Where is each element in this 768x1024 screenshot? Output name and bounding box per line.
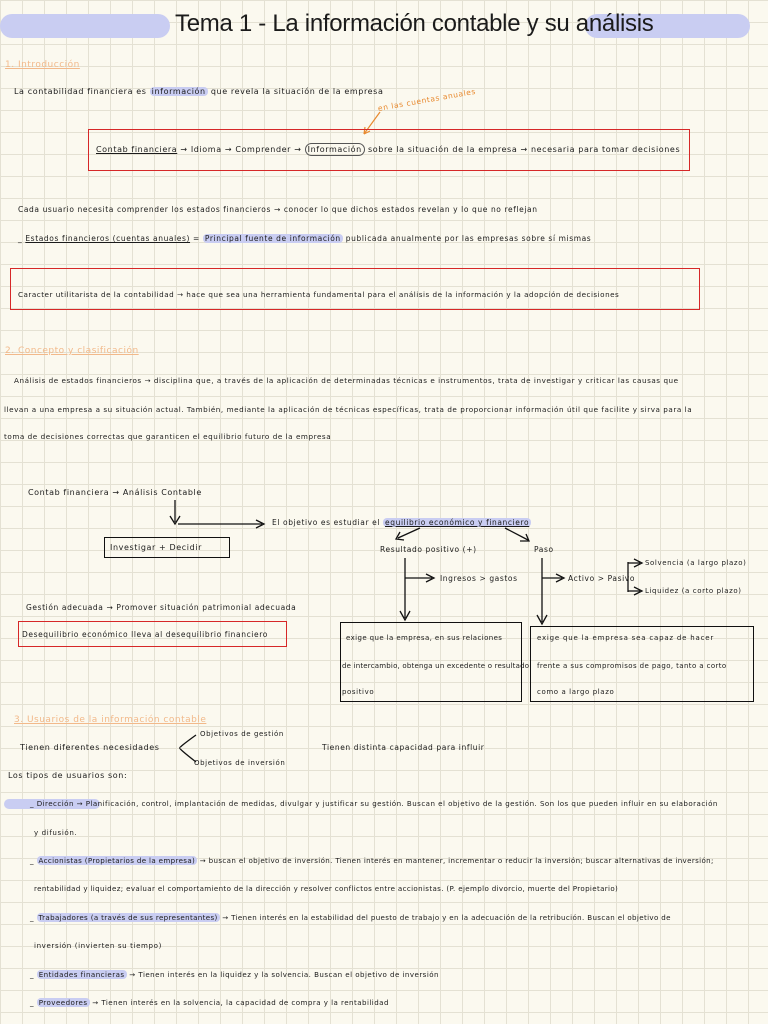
box-right-line-3: como a largo plazo bbox=[537, 688, 615, 696]
user-text-accionistas-2: rentabilidad y liquidez; evaluar el comportamiento de la dirección y resolver conflictos entre accionistas. (P. ejemplo divorcio, muerte del Propietario) bbox=[34, 884, 619, 893]
intro-line-3-a: Estados financieros (cuentas anuales) bbox=[25, 234, 191, 243]
intro-line-1-highlight: información bbox=[151, 87, 206, 96]
box1-necesaria: necesaria para tomar decisiones bbox=[530, 145, 681, 154]
ingresos-gastos: Ingresos > gastos bbox=[440, 574, 518, 583]
intro-line-3-highlight: Principal fuente de información bbox=[204, 234, 341, 243]
concept-line-1: Análisis de estados financieros → disciplina que, a través de la aplicación de determinadas técnicas e instrumentos, trata de investigar y criticar las causas que bbox=[14, 376, 679, 385]
user-text-entidades-1: → Tienen interés en la liquidez y la solvencia. Buscan el objetivo de inversión bbox=[129, 970, 439, 979]
users-needs: Tienen diferentes necesidades bbox=[20, 743, 160, 752]
user-item-direccion: _ Dirección → Planificación, control, implantación de medidas, divulgar y justificar su gestión. Buscan el objetivo de la gestión. Son los que pueden influir en su elaboración bbox=[30, 799, 718, 808]
box-right-line-1: exige que la empresa sea capaz de hacer bbox=[537, 634, 715, 642]
intro-line-2: Cada usuario necesita comprender los estados financieros → conocer lo que dichos estados revelan y lo que no reflejan bbox=[18, 205, 538, 214]
section-heading-intro: 1. Introducción bbox=[5, 60, 80, 70]
pago-label: Paso bbox=[534, 545, 554, 554]
decidir-label: Decidir bbox=[169, 543, 203, 552]
users-obj-inversion: Objetivos de inversión bbox=[194, 759, 286, 767]
intro-line-3-eq: = bbox=[193, 234, 200, 243]
box1-contab: Contab financiera bbox=[96, 145, 178, 154]
users-types-heading: Los tipos de usuarios son: bbox=[8, 771, 128, 780]
users-obj-gestion: Objetivos de gestión bbox=[200, 730, 284, 738]
investigar-label: Investigar bbox=[110, 543, 156, 552]
box-left-line-2: de intercambio, obtenga un excedente o resultado bbox=[342, 662, 530, 670]
solvencia-label: Solvencia (a largo plazo) bbox=[645, 559, 747, 567]
box-caracter-utilitarista-text: Caracter utilitarista de la contabilidad → hace que sea una herramienta fundamental para el análisis de la información y la adopción de decisiones bbox=[18, 290, 620, 299]
user-item-accionistas: _ Accionistas (Propietarios de la empresa) → buscan el objetivo de inversión. Tienen interés en mantener, incrementar o reducir la inversión; buscar alternativas de inversión; bbox=[30, 856, 714, 865]
objective-highlight: equilibrio económico y financiero bbox=[385, 518, 530, 527]
intro-line-3: _ Estados financieros (cuentas anuales) = Principal fuente de información publicada anualmente por las empresas sobre sí mismas bbox=[18, 234, 592, 243]
user-text-trabajadores-2: inversión (invierten su tiempo) bbox=[34, 941, 162, 950]
diagram-top-line: Contab financiera → Análisis Contable bbox=[28, 488, 202, 497]
user-item-entidades: _ Entidades financieras → Tienen interés en la liquidez y la solvencia. Buscan el objetivo de inversión bbox=[30, 970, 439, 979]
concept-line-2: llevan a una empresa a su situación actual. También, mediante la aplicación de técnicas específicas, trata de proporcionar información útil que facilite y sirva para la bbox=[4, 405, 693, 414]
liquidez-label: Liquidez (a corto plazo) bbox=[645, 587, 742, 595]
box1-informacion: Información bbox=[305, 143, 365, 156]
annotation-cuentas-anuales: en las cuentas anuales bbox=[377, 86, 477, 113]
investigar-decidir bbox=[110, 543, 202, 552]
box1-sobre: sobre la situación de la empresa bbox=[368, 145, 518, 154]
user-text-direccion-2: y difusión. bbox=[34, 828, 78, 837]
box-left-line-3: positivo bbox=[342, 688, 375, 696]
objective-line bbox=[272, 518, 531, 527]
users-capacity: Tienen distinta capacidad para influir bbox=[322, 743, 485, 752]
box-contab-financiera-content: Contab financiera → Idioma → Comprender → Información sobre la situación de la empresa → necesaria para tomar decisiones bbox=[96, 145, 681, 154]
user-text-trabajadores-1: → Tienen interés en la estabilidad del puesto de trabajo y en la adecuación de la retribución. Buscan el objetivo de bbox=[222, 913, 671, 922]
box1-idioma: Idioma bbox=[190, 145, 222, 154]
objective-label: El objetivo es estudiar el bbox=[272, 518, 381, 527]
user-label-proveedores: Proveedores bbox=[38, 998, 88, 1007]
user-text-accionistas-1: → buscan el objetivo de inversión. Tienen interés en mantener, incrementar o reducir la inversión; buscar alternativas de inversión; bbox=[199, 856, 714, 865]
intro-line-3-b: publicada anualmente por las empresas sobre sí mismas bbox=[345, 234, 592, 243]
concept-line-3: toma de decisiones correctas que garanticen el equilibrio futuro de la empresa bbox=[4, 432, 332, 441]
diagram-contab: Contab financiera bbox=[28, 488, 110, 497]
activo-pasivo: Activo > Pasivo bbox=[568, 574, 636, 583]
page-title: Tema 1 - La información contable y su análisis bbox=[175, 10, 654, 37]
investor-plus: + bbox=[159, 543, 167, 552]
user-item-proveedores: _ Proveedores → Tienen interés en la solvencia, la capacidad de compra y la rentabilidad bbox=[30, 998, 389, 1007]
user-text-proveedores-1: → Tienen interés en la solvencia, la capacidad de compra y la rentabilidad bbox=[92, 998, 389, 1007]
user-label-direccion: Dirección bbox=[36, 799, 74, 808]
resultado-positivo: Resultado positivo (+) bbox=[380, 545, 477, 554]
user-label-entidades: Entidades financieras bbox=[38, 970, 125, 979]
intro-line-1-a: La contabilidad financiera es bbox=[14, 87, 147, 96]
diagram-analisis: Análisis Contable bbox=[122, 488, 202, 497]
user-label-accionistas: Accionistas (Propietarios de la empresa) bbox=[38, 856, 196, 865]
section-heading-concept: 2. Concepto y clasificación bbox=[5, 346, 139, 356]
intro-line-1-b: que revela la situación de la empresa bbox=[210, 87, 384, 96]
box-left-line-1: exige que la empresa, en sus relaciones bbox=[346, 634, 503, 642]
box1-comprender: Comprender bbox=[235, 145, 292, 154]
user-text-direccion-1: → Planificación, control, implantación de medidas, divulgar y justificar su gestión. Buscan el objetivo de la gestión. Son los que pueden influir en su elaboración bbox=[76, 799, 718, 808]
desequilibrio-text: Desequilibrio económico lleva al desequilibrio financiero bbox=[22, 630, 268, 639]
user-label-trabajadores: Trabajadores (a través de sus representantes) bbox=[38, 913, 218, 922]
section-heading-users: 3. Usuarios de la información contable bbox=[14, 715, 207, 725]
box-right-line-2: frente a sus compromisos de pago, tanto a corto bbox=[537, 662, 727, 670]
gestion-adecuada: Gestión adecuada → Promover situación patrimonial adecuada bbox=[26, 603, 297, 612]
user-item-trabajadores: _ Trabajadores (a través de sus representantes) → Tienen interés en la estabilidad del puesto de trabajo y en la adecuación de la retribución. Buscan el objetivo de bbox=[30, 913, 671, 922]
